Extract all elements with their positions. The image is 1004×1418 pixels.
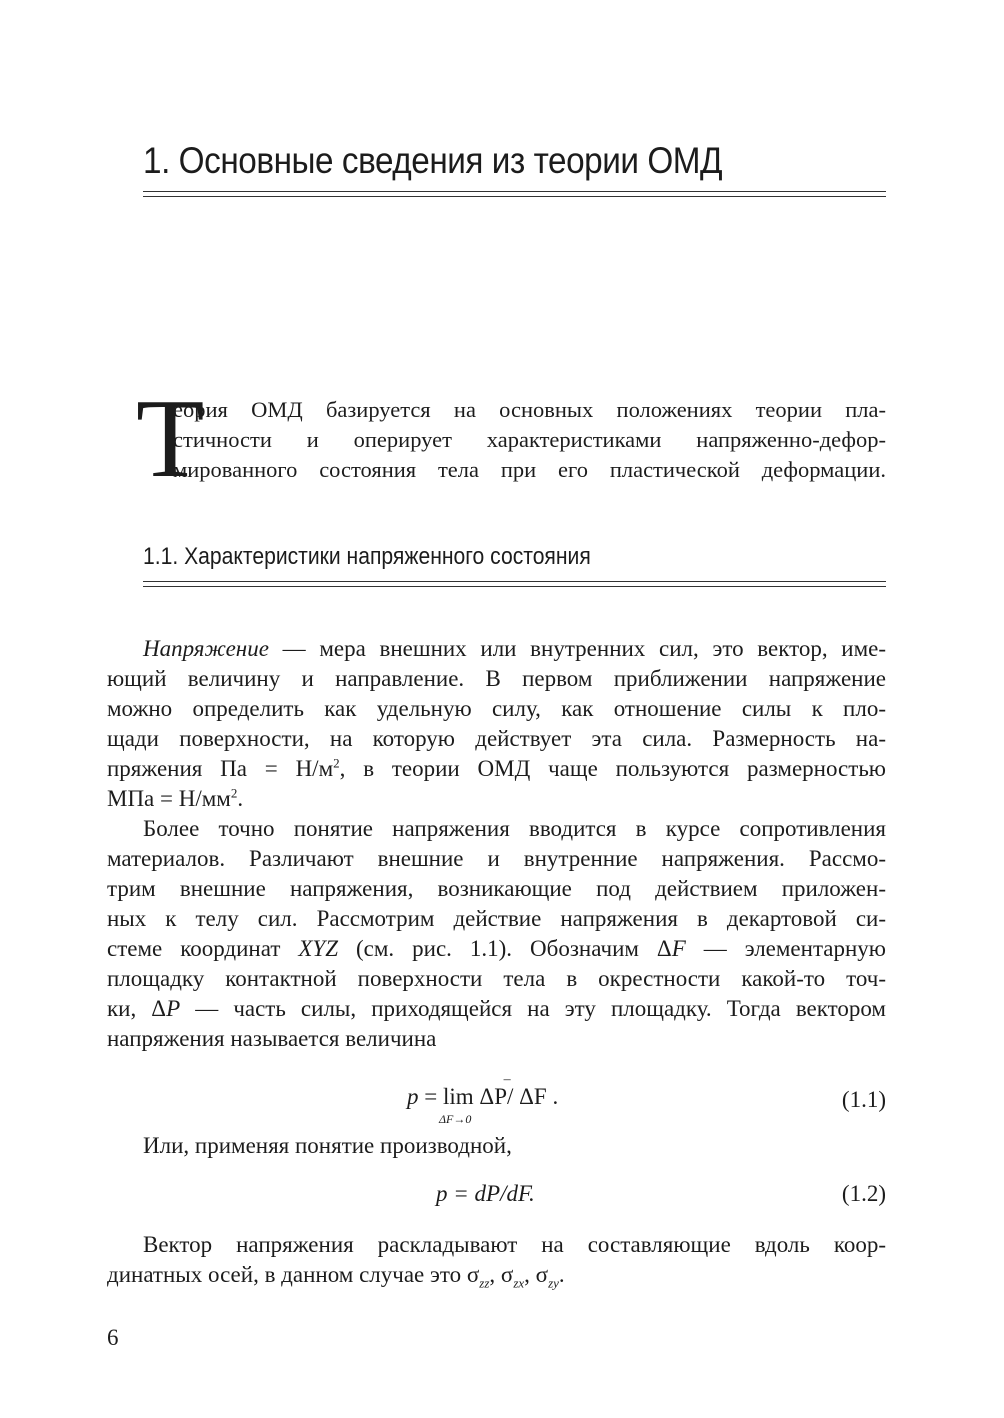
- page-number: 6: [107, 1325, 119, 1350]
- p1-line-3: можно определить как удельную силу, как отношение силы к пло-: [107, 696, 886, 721]
- lim-subscript: ΔF→0: [438, 1112, 472, 1126]
- equation-number-1-1: (1.1): [841, 1087, 886, 1112]
- drop-cap: Т: [136, 377, 205, 501]
- p2-line-5: стеме координат XYZ (см. рис. 1.1). Обозначим ΔF — элементарную: [107, 936, 886, 961]
- p2-line-2: материалов. Различают внешние и внутренние напряжения. Рассмо-: [107, 846, 886, 871]
- p2-line-3: трим внешние напряжения, возникающие под действием приложен-: [107, 876, 886, 901]
- p4-line-1: Вектор напряжения раскладывают на составляющие вдоль коор-: [143, 1232, 886, 1257]
- equation-1-2: p = dP/dF.: [436, 1181, 535, 1206]
- p1-line-1: Напряжение — мера внешних или внутренних сил, это вектор, име-: [143, 636, 886, 661]
- p2-line-6: площадку контактной поверхности тела в окрестности какой-то точ-: [107, 966, 886, 991]
- section-title: 1.1. Характеристики напряженного состояния: [143, 543, 591, 570]
- p1-line-5: пряжения Па = $Н/м^2$, в теории ОМД чаще пользуются размерностью: [107, 755, 886, 781]
- p2-line-8: напряжения называется величина: [107, 1026, 437, 1051]
- section-rule: [143, 581, 886, 587]
- vector-bar: –: [503, 1072, 511, 1087]
- p2-line-7: ки, ΔP — часть силы, приходящейся на эту площадку. Тогда вектором: [107, 996, 886, 1021]
- p1-line-4: щади поверхности, на которую действует эта сила. Размерность на-: [107, 726, 886, 751]
- chapter-rule: [143, 191, 886, 197]
- chapter-title: 1. Основные сведения из теории ОМД: [143, 140, 723, 181]
- term-napryazhenie: Напряжение: [143, 636, 269, 661]
- p1-line-2: ющий величину и направление. В первом приближении напряжение: [107, 666, 886, 691]
- equation-number-1-2: (1.2): [841, 1181, 886, 1206]
- p1-line-6: МПа = $Н/мм^2$.: [107, 785, 244, 811]
- intro-line-2: стичности и оперирует характеристиками напряженно-дефор-: [173, 427, 886, 452]
- p2-line-1: Более точно понятие напряжения вводится в курсе сопротивления: [143, 816, 886, 841]
- intro-line-1: еория ОМД базируется на основных положениях теории пла-: [173, 397, 886, 422]
- p4-line-2: динатных осей, в данном случае это $\sigma_{zz}$, $\sigma_{zx}$, $\sigma_{zy}$.: [107, 1262, 565, 1291]
- equation-1-1: p = lim ΔF→0 – ΔP/ ΔF .: [407, 1072, 559, 1126]
- intro-line-3: мированного состояния тела при его пластической деформации.: [173, 457, 886, 482]
- p2-line-4: ных к телу сил. Рассмотрим действие напряжения в декартовой си-: [107, 906, 886, 931]
- intro-paragraph: [133, 377, 886, 501]
- p3-line-1: Или, применяя понятие производной,: [143, 1133, 512, 1158]
